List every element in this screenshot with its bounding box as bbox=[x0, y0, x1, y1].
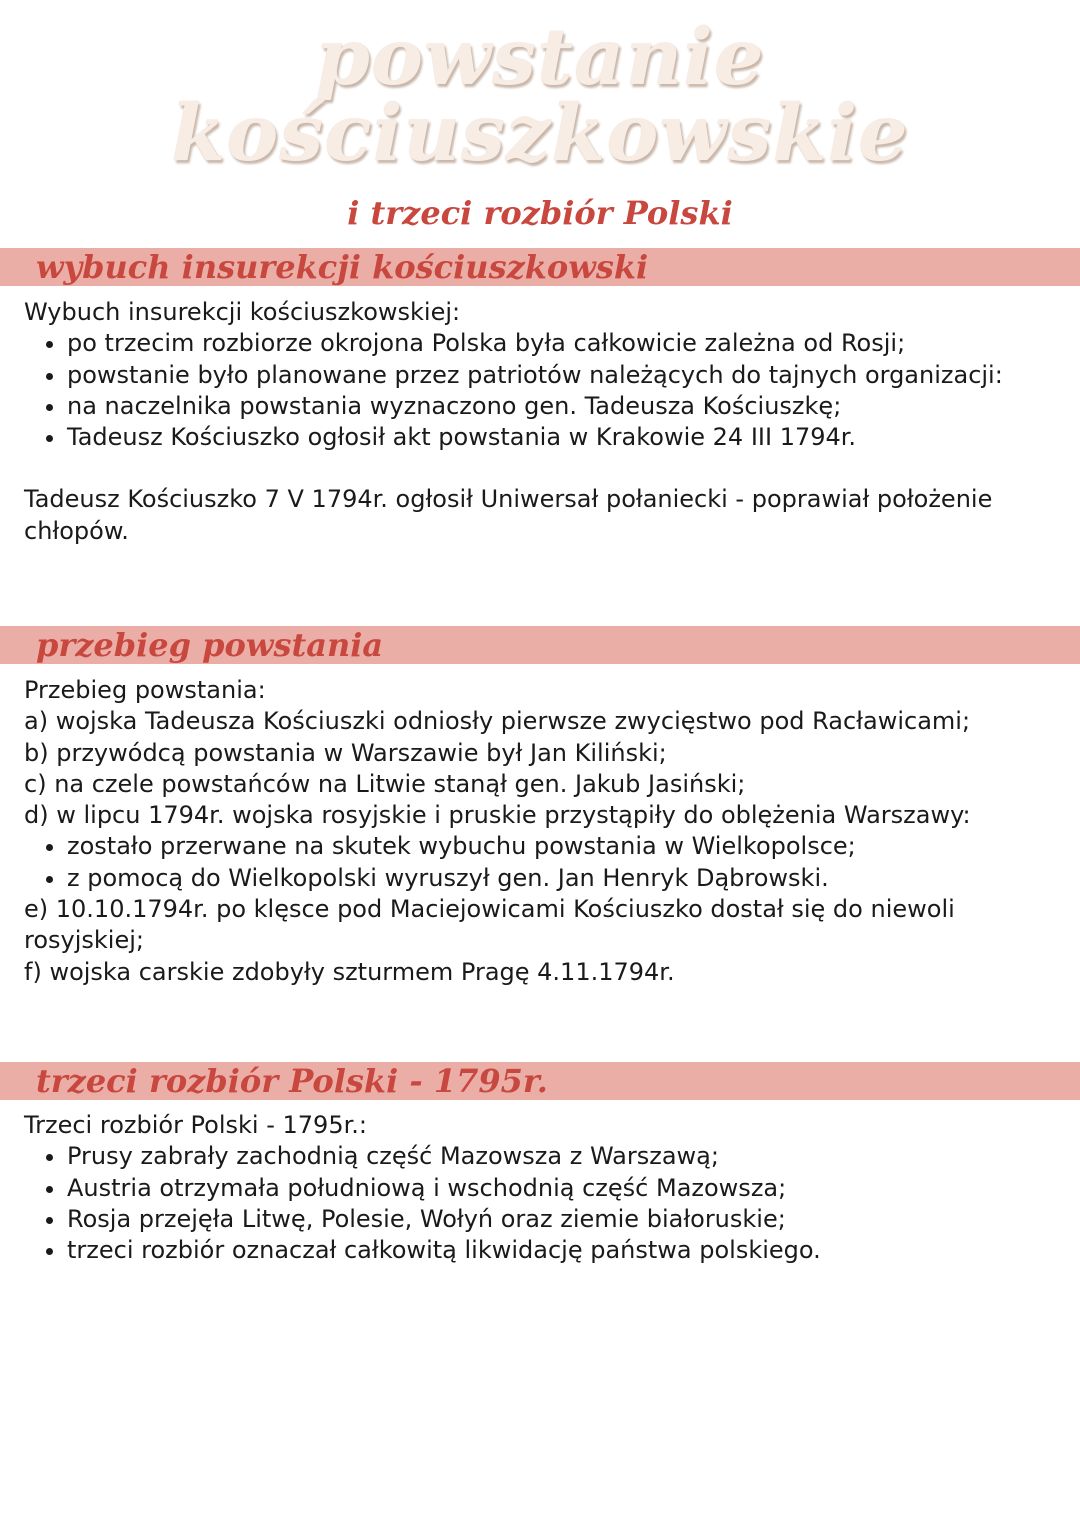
list-item: Rosja przejęła Litwę, Polesie, Wołyń oraz ziemie białoruskie; bbox=[24, 1204, 1054, 1235]
section-heading-band-1 bbox=[0, 248, 1080, 286]
list-item: e) 10.10.1794r. po klęsce pod Maciejowicami Kościuszko dostał się do niewoli rosyjskiej; bbox=[24, 895, 955, 955]
section-note: Tadeusz Kościuszko 7 V 1794r. ogłosił Uniwersał połaniecki - poprawiał położenie chłopów. bbox=[24, 485, 993, 545]
section-intro: Trzeci rozbiór Polski - 1795r.: bbox=[24, 1111, 367, 1139]
list-item: a) wojska Tadeusza Kościuszki odniosły pierwsze zwycięstwo pod Racławicami; bbox=[24, 707, 971, 736]
section-intro: Przebieg powstania: bbox=[24, 676, 266, 704]
list-item: na naczelnika powstania wyznaczono gen. Tadeusza Kościuszkę; bbox=[24, 391, 1054, 422]
list-item: b) przywódcą powstania w Warszawie był Jan Kiliński; bbox=[24, 738, 667, 767]
list-item: Tadeusz Kościuszko ogłosił akt powstania w Krakowie 24 III 1794r. bbox=[24, 422, 1054, 453]
bullet-list bbox=[24, 1141, 1054, 1266]
list-item: z pomocą do Wielkopolski wyruszył gen. Jan Henryk Dąbrowski. bbox=[24, 863, 1054, 894]
bullet-list bbox=[24, 328, 1054, 453]
list-item: Austria otrzymała południową i wschodnią część Mazowsza; bbox=[24, 1173, 1054, 1204]
list-item: trzeci rozbiór oznaczał całkowitą likwidację państwa polskiego. bbox=[24, 1235, 1054, 1266]
section-heading: trzeci rozbiór Polski - 1795r. bbox=[36, 1062, 548, 1100]
section-body-2 bbox=[24, 675, 1054, 988]
title-line-1: powstanie bbox=[315, 12, 765, 103]
section-intro: Wybuch insurekcji kościuszkowskiej: bbox=[24, 298, 461, 326]
list-item: Prusy zabrały zachodnią część Mazowsza z Warszawą; bbox=[24, 1141, 1054, 1172]
section-heading: wybuch insurekcji kościuszkowski bbox=[36, 248, 649, 286]
list-item: zostało przerwane na skutek wybuchu powstania w Wielkopolsce; bbox=[24, 831, 1054, 862]
section-heading-band-2 bbox=[0, 626, 1080, 664]
list-item: d) w lipcu 1794r. wojska rosyjskie i pruskie przystąpiły do oblężenia Warszawy: bbox=[24, 801, 971, 830]
title-line-2: kościuszkowskie bbox=[171, 88, 909, 179]
section-heading: przebieg powstania bbox=[36, 626, 384, 664]
section-heading-band-3 bbox=[0, 1062, 1080, 1100]
section-body-1 bbox=[24, 297, 1054, 547]
section-body-3 bbox=[24, 1110, 1054, 1266]
list-item: powstanie było planowane przez patriotów należących do tajnych organizacji: bbox=[24, 360, 1054, 391]
page-title bbox=[0, 12, 1080, 179]
page-subtitle: i trzeci rozbiór Polski bbox=[347, 194, 733, 232]
list-item: f) wojska carskie zdobyły szturmem Pragę 4.11.1794r. bbox=[24, 957, 675, 986]
list-item: po trzecim rozbiorze okrojona Polska była całkowicie zależna od Rosji; bbox=[24, 328, 1054, 359]
sub-bullet-list bbox=[24, 831, 1054, 894]
list-item: c) na czele powstańców na Litwie stanął gen. Jakub Jasiński; bbox=[24, 769, 746, 798]
